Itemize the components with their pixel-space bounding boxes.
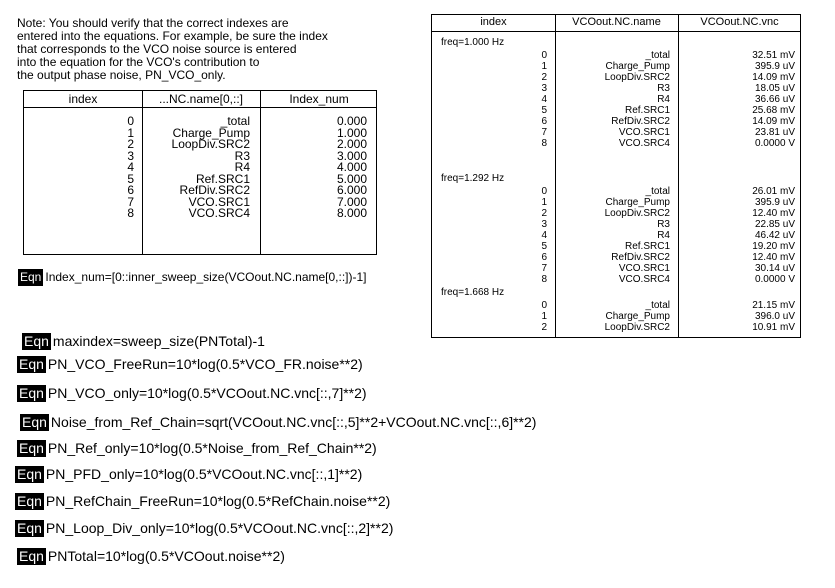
- noise-cell-value: 36.66 uV: [754, 94, 795, 105]
- index-table-cell-index: 0: [127, 114, 134, 128]
- noise-cell-index: 1: [541, 197, 547, 208]
- noise-cell-name: R3: [657, 83, 670, 94]
- index-table-cell-num: 7.000: [336, 194, 367, 209]
- eqn-tag: Eqn: [19, 548, 44, 564]
- noise-cell-value: 14.09 mV: [752, 72, 795, 83]
- noise-cell-value: 30.14 uV: [754, 263, 795, 274]
- index-table-cell-index: 5: [127, 171, 134, 186]
- index-table-cell-index: 7: [127, 194, 134, 209]
- noise-cell-name: _total: [645, 300, 670, 311]
- noise-cell-index: 7: [541, 263, 547, 274]
- equation-text: maxindex=sweep_size(PNTotal)-1: [52, 333, 265, 349]
- noise-cell-value: 25.68 mV: [752, 105, 795, 116]
- header-nc-name: ...NC.name[0,::]: [158, 92, 244, 106]
- eqn-tag: Eqn: [17, 466, 42, 482]
- noise-cell-value: 18.05 uV: [754, 83, 795, 94]
- noise-cell-name: LoopDiv.SRC2: [604, 72, 670, 83]
- equation-text: PN_Loop_Div_only=10*log(0.5*VCOout.NC.vnc[::,2]**2): [45, 520, 394, 536]
- index-table-cell-index: 3: [127, 148, 134, 163]
- frequency-label: freq=1.292 Hz: [441, 173, 505, 184]
- noise-cell-name: LoopDiv.SRC2: [604, 322, 670, 333]
- noise-cell-value: 19.20 mV: [752, 241, 795, 252]
- noise-cell-index: 1: [541, 61, 547, 72]
- noise-cell-value: 32.51 mV: [752, 50, 795, 61]
- noise-cell-index: 5: [541, 105, 547, 116]
- noise-cell-name: VCO.SRC4: [618, 138, 670, 149]
- index-table-cell-num: 2.000: [336, 137, 367, 151]
- verification-note: [17, 17, 387, 82]
- eqn-tag: Eqn: [17, 493, 42, 509]
- noise-cell-name: Charge_Pump: [605, 197, 670, 208]
- note-line: that corresponds to the VCO noise source is entered: [17, 42, 297, 56]
- noise-cell-name: R4: [657, 230, 670, 241]
- eqn-tag: Eqn: [24, 333, 49, 349]
- index-table-cell-name: VCO.SRC1: [188, 194, 250, 209]
- eqn-tag: Eqn: [22, 414, 47, 430]
- index-table-cell-name: R3: [234, 148, 250, 163]
- noise-cell-name: VCO.SRC4: [618, 274, 670, 285]
- equation-block[interactable]: [15, 520, 393, 537]
- noise-cell-name: LoopDiv.SRC2: [604, 208, 670, 219]
- noise-table-row: [432, 127, 800, 138]
- noise-cell-name: Ref.SRC1: [624, 105, 670, 116]
- noise-cell-name: VCO.SRC1: [618, 127, 670, 138]
- index-table-cell-index: 8: [127, 206, 134, 220]
- noise-cell-value: 14.09 mV: [752, 116, 795, 127]
- header-nc-name: VCOout.NC.name: [572, 16, 661, 28]
- noise-table-row: [432, 311, 800, 322]
- index-table-cell-name: Charge_Pump: [172, 125, 250, 140]
- noise-cell-index: 2: [541, 208, 547, 219]
- equation-text: PN_VCO_FreeRun=10*log(0.5*VCO_FR.noise**2): [47, 356, 363, 372]
- noise-cell-index: 2: [541, 322, 547, 333]
- noise-cell-index: 4: [541, 230, 547, 241]
- noise-cell-value: 0.0000 V: [754, 138, 795, 149]
- noise-cell-value: 26.01 mV: [752, 186, 795, 197]
- noise-cell-index: 3: [541, 219, 547, 230]
- index-table-cell-name: R4: [234, 160, 250, 174]
- noise-cell-index: 4: [541, 94, 547, 105]
- noise-table-row: [432, 219, 800, 230]
- index-column: [24, 116, 134, 220]
- noise-cell-value: 21.15 mV: [752, 300, 795, 311]
- index-table-cell-num: 6.000: [336, 183, 367, 197]
- noise-table-row: [432, 72, 800, 83]
- note-line: entered into the equations. For example, be sure the index: [17, 29, 328, 43]
- eqn-tag: Eqn: [17, 520, 42, 536]
- noise-table-row: [432, 61, 800, 72]
- noise-cell-name: R3: [657, 219, 670, 230]
- noise-cell-name: _total: [645, 186, 670, 197]
- header-nc-vnc: VCOout.NC.vnc: [700, 16, 779, 28]
- noise-cell-value: 10.91 mV: [752, 322, 795, 333]
- index-table-cell-num: 8.000: [336, 206, 367, 220]
- header-index: index: [68, 92, 98, 106]
- noise-cell-index: 1: [541, 311, 547, 322]
- equation-text: PN_Ref_only=10*log(0.5*Noise_from_Ref_Chain**2): [47, 440, 377, 456]
- noise-table-row: [432, 138, 800, 149]
- noise-table-row: [432, 263, 800, 274]
- equation-text: Noise_from_Ref_Chain=sqrt(VCOout.NC.vnc[::,5]**2+VCOout.NC.vnc[::,6]**2): [50, 414, 537, 430]
- noise-cell-value: 395.9 uV: [754, 197, 795, 208]
- frequency-label: freq=1.668 Hz: [441, 287, 505, 298]
- index-table-cell-num: 3.000: [336, 148, 367, 163]
- equation-block[interactable]: [15, 466, 362, 483]
- index-table-cell-num: 0.000: [336, 114, 367, 128]
- noise-cell-name: R4: [657, 94, 670, 105]
- noise-table-row: [432, 83, 800, 94]
- equation-text: PN_RefChain_FreeRun=10*log(0.5*RefChain.noise**2): [45, 493, 391, 509]
- note-line: Note: You should verify that the correct indexes are: [17, 16, 289, 30]
- equation-index-num[interactable]: [18, 269, 367, 286]
- eqn-tag: Eqn: [19, 385, 44, 401]
- index-num-column: [260, 116, 367, 220]
- noise-cell-index: 0: [541, 50, 547, 61]
- noise-cell-index: 6: [541, 252, 547, 263]
- noise-cell-index: 7: [541, 127, 547, 138]
- noise-table-header: [432, 15, 800, 32]
- noise-cell-index: 3: [541, 83, 547, 94]
- noise-cell-value: 12.40 mV: [752, 252, 795, 263]
- index-table-cell-name: Ref.SRC1: [195, 171, 250, 186]
- equation-block[interactable]: [17, 548, 285, 565]
- noise-cell-name: VCO.SRC1: [618, 263, 670, 274]
- noise-table-row: [432, 94, 800, 105]
- index-table-cell-index: 4: [127, 160, 134, 174]
- equation-block[interactable]: [17, 385, 367, 402]
- note-line: into the equation for the VCO's contribution to: [17, 55, 260, 69]
- eqn-tag: Eqn: [19, 356, 44, 372]
- equation-block[interactable]: [20, 414, 536, 431]
- index-table-cell-num: 1.000: [336, 125, 367, 140]
- noise-table-row: [432, 322, 800, 333]
- eqn-tag: Eqn: [19, 440, 44, 456]
- noise-cell-value: 396.0 uV: [754, 311, 795, 322]
- noise-cell-name: RefDiv.SRC2: [611, 116, 670, 127]
- noise-table-row: [432, 208, 800, 219]
- noise-cell-index: 6: [541, 116, 547, 127]
- noise-cell-index: 8: [541, 274, 547, 285]
- noise-cell-name: Charge_Pump: [605, 61, 670, 72]
- name-column: [142, 116, 250, 220]
- equation-text: PN_VCO_only=10*log(0.5*VCOout.NC.vnc[::,7]**2): [47, 385, 367, 401]
- index-table-cell-num: 4.000: [336, 160, 367, 174]
- index-table-cell-num: 5.000: [336, 171, 367, 186]
- header-index-num: Index_num: [289, 92, 349, 106]
- frequency-label: freq=1.000 Hz: [441, 37, 505, 48]
- index-table[interactable]: [23, 90, 377, 255]
- noise-cell-name: RefDiv.SRC2: [611, 252, 670, 263]
- equation-block[interactable]: [15, 493, 390, 510]
- equation-block[interactable]: [22, 333, 265, 350]
- noise-table-row: [432, 197, 800, 208]
- noise-cell-value: 12.40 mV: [752, 208, 795, 219]
- noise-table-row: [432, 230, 800, 241]
- equation-text: Index_num=[0::inner_sweep_size(VCOout.NC.name[0,::])-1]: [45, 270, 367, 284]
- equation-block[interactable]: [17, 356, 363, 373]
- noise-table-row: [432, 300, 800, 311]
- index-table-cell-index: 6: [127, 183, 134, 197]
- noise-cell-index: 8: [541, 138, 547, 149]
- index-table-cell-name: RefDiv.SRC2: [179, 183, 250, 197]
- index-table-cell-index: 1: [127, 125, 134, 140]
- noise-table-row: [432, 274, 800, 285]
- index-table-cell-name: VCO.SRC4: [188, 206, 250, 220]
- noise-cell-value: 0.0000 V: [754, 274, 795, 285]
- noise-cell-value: 395.9 uV: [754, 61, 795, 72]
- index-table-cell-name: LoopDiv.SRC2: [171, 137, 250, 151]
- noise-cell-index: 2: [541, 72, 547, 83]
- note-line: the output phase noise, PN_VCO_only.: [17, 68, 226, 82]
- noise-cell-value: 23.81 uV: [754, 127, 795, 138]
- index-table-cell-name: _total: [220, 114, 250, 128]
- noise-cell-index: 0: [541, 300, 547, 311]
- noise-cell-name: Ref.SRC1: [624, 241, 670, 252]
- eqn-tag: Eqn: [20, 270, 42, 284]
- noise-cell-name: _total: [645, 50, 670, 61]
- noise-cell-name: Charge_Pump: [605, 311, 670, 322]
- noise-cell-index: 0: [541, 186, 547, 197]
- noise-table-row: [432, 116, 800, 127]
- noise-table-row: [432, 105, 800, 116]
- noise-table-row: [432, 252, 800, 263]
- noise-table-row: [432, 186, 800, 197]
- index-table-header: [24, 91, 376, 108]
- noise-table-row: [432, 50, 800, 61]
- equation-text: PNTotal=10*log(0.5*VCOout.noise**2): [47, 548, 285, 564]
- equation-text: PN_PFD_only=10*log(0.5*VCOout.NC.vnc[::,1]**2): [45, 466, 363, 482]
- noise-cell-value: 22.85 uV: [754, 219, 795, 230]
- equation-block[interactable]: [17, 440, 377, 457]
- noise-cell-value: 46.42 uV: [754, 230, 795, 241]
- header-index: index: [480, 16, 507, 28]
- noise-cell-index: 5: [541, 241, 547, 252]
- noise-table-row: [432, 241, 800, 252]
- index-table-cell-index: 2: [127, 137, 134, 151]
- noise-contribution-table[interactable]: [431, 14, 801, 338]
